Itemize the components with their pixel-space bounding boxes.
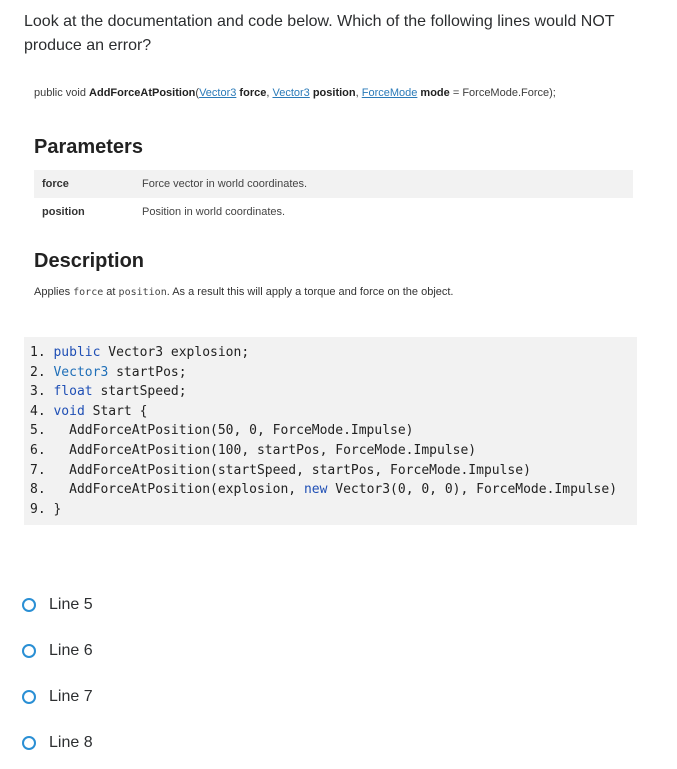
line-number: 7. [30, 462, 70, 478]
sig-tail: = ForceMode.Force); [449, 87, 556, 99]
forcemode-link[interactable]: ForceMode [361, 87, 418, 99]
option-label[interactable]: Line 8 [49, 734, 93, 751]
option-label[interactable]: Line 6 [49, 642, 93, 659]
option-line-6[interactable] [22, 628, 93, 674]
code-text: } [53, 501, 62, 517]
vector3-link-1[interactable]: Vector3 [199, 87, 237, 99]
option-line-5[interactable] [22, 582, 93, 628]
line-number: 5. [30, 423, 70, 439]
code-line-6 [30, 441, 637, 461]
radio-circle-icon[interactable] [22, 736, 36, 750]
param-name: force [42, 178, 69, 190]
code-line-9 [30, 500, 637, 520]
code-text: Vector3 explosion; [100, 345, 250, 360]
code-text: AddForceAtPosition(50, 0, ForceMode.Impulse) [69, 423, 414, 439]
parameters-heading: Parameters [34, 136, 143, 158]
code-block [24, 337, 637, 525]
question-text: Look at the documentation and code below. Which of the following lines would NOT produce an error? [24, 13, 615, 54]
code-text: Start { [84, 403, 148, 419]
code-line-2 [30, 363, 637, 383]
param-row-position [34, 198, 633, 226]
line-number: 3. [30, 384, 54, 400]
code-text: AddForceAtPosition(explosion, [69, 482, 304, 498]
sig-method-name: AddForceAtPosition [89, 87, 196, 99]
type-name: Vector3 [53, 364, 109, 380]
line-number: 2. [30, 364, 54, 380]
code-line-5 [30, 421, 637, 441]
description-text [34, 286, 454, 298]
keyword: public [53, 345, 101, 360]
sig-param-position: position [309, 87, 356, 99]
param-name: position [42, 206, 85, 218]
param-desc: Force vector in world coordinates. [142, 178, 308, 190]
sig-sep-1: , [266, 87, 273, 99]
desc-post: . As a result this will apply a torque and force on the object. [166, 286, 454, 298]
sig-sep-2: , [355, 87, 362, 99]
desc-code-position: position [118, 287, 167, 298]
code-text: startSpeed; [92, 384, 187, 400]
sig-param-mode: mode [417, 87, 450, 99]
option-line-8[interactable] [22, 720, 93, 766]
method-signature [34, 87, 556, 99]
code-line-7 [30, 461, 637, 481]
radio-circle-icon[interactable] [22, 644, 36, 658]
option-label[interactable]: Line 7 [49, 688, 93, 705]
code-text: startPos; [108, 364, 187, 380]
keyword: void [53, 403, 85, 419]
radio-circle-icon[interactable] [22, 598, 36, 612]
code-line-8 [30, 480, 637, 500]
line-number: 9. [30, 501, 54, 517]
code-text: AddForceAtPosition(startSpeed, startPos, ForceMode.Impulse) [69, 462, 531, 478]
sig-open-paren: ( [195, 87, 200, 99]
keyword: float [53, 384, 93, 400]
param-desc: Position in world coordinates. [142, 206, 286, 218]
sig-param-force: force [236, 87, 267, 99]
keyword: new [303, 482, 328, 498]
desc-pre: Applies [34, 286, 74, 298]
line-number: 8. [30, 482, 70, 498]
code-line-4 [30, 402, 637, 422]
desc-mid: at [103, 286, 119, 298]
line-number: 4. [30, 403, 54, 419]
param-row-force [34, 170, 633, 198]
code-text: AddForceAtPosition(100, startPos, ForceMode.Impulse) [69, 442, 477, 458]
parameters-table [34, 170, 633, 226]
radio-circle-icon[interactable] [22, 690, 36, 704]
option-label[interactable]: Line 5 [49, 596, 93, 613]
vector3-link-2[interactable]: Vector3 [272, 87, 310, 99]
code-line-3 [30, 382, 637, 402]
code-line-1 [30, 343, 637, 363]
answer-options [22, 582, 93, 766]
description-heading: Description [34, 250, 145, 272]
desc-code-force: force [73, 287, 104, 298]
code-text: Vector3(0, 0, 0), ForceMode.Impulse) [327, 482, 618, 498]
sig-prefix: public void [34, 87, 90, 99]
line-number: 6. [30, 442, 70, 458]
line-number: 1. [30, 345, 54, 360]
option-line-7[interactable] [22, 674, 93, 720]
